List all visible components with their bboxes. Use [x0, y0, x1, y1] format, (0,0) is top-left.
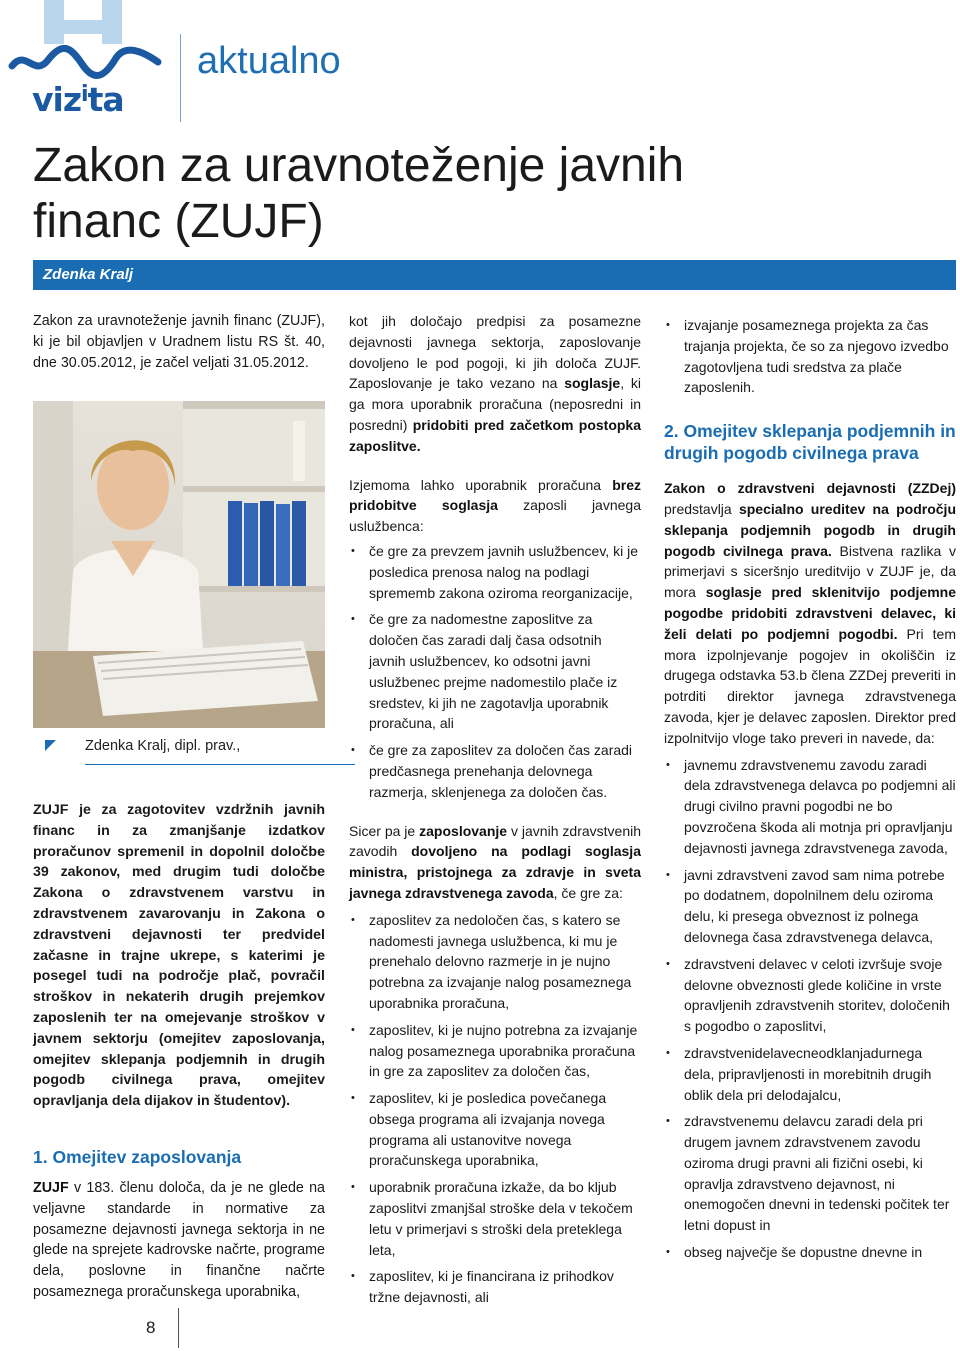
list-item: • zaposlitev, ki je financirana iz prihodkov tržne dejavnosti, ali — [349, 1266, 641, 1308]
list-item: • če gre za zaposlitev za določen čas zaradi predčasnega prenehanja delovnega razmerja, sklenjenega za določen čas. — [349, 740, 641, 802]
section-label: aktualno — [197, 40, 341, 82]
article-title: Zakon za uravnoteženje javnih financ (ZUJF) — [33, 139, 685, 248]
list-item: • izvajanje posameznega projekta za čas trajanja projekta, če so za njegovo izvedbo zagotovljena tudi sredstva za plače zaposlenih. — [664, 315, 956, 398]
col3-paragraph-1: Zakon o zdravstveni dejavnosti (ZZDej) predstavlja specialno ureditev na področju sklepanja podjemnih pogodb in drugih pogodb civilnega prava. Bistvena razlika v primerjavi s siceršnjo ureditvijo v ZUJF je, da mora soglasje pred sklenitvijo podjemne pogodbe pridobiti zdravstveni delavec, ki želi delati po podjemni pogodbi. Pri tem mora izpolnjevanje pogojev in okoliščin iz drugega odstavka 53.b člena ZZDej preveriti in potrditi direktor javnega zdravstvenega zavoda, kjer je delavec zaposlen. Direktor pred izpolnitvijo vloge tako preveri in navede, da: — [664, 480, 957, 746]
lead-paragraph: ZUJF je za zagotovitev vzdržnih javnih financ in za zmanjšanje izdatkov proračunov spremenil in dopolnil določbe 39 zakonov, med drugim tudi določbe Zakona o zdravstvenem varstvu in zdravstvenem zavarovanju in Zakona o zdravstveni dejavnosti ter predvidel začasne in trajne ukrepe, s katerimi je posegel tudi na področje plač, povračil stroškov in nekaterih drugih prejemkov zaposlenih ter na omejevanje stroškov v javnem sektorju (omejitev zaposlovanja, omejitev sklepanja podjemnih in drugih pogodb civilnega prava, omejitev opravljanja dela dijakov in študentov). — [33, 802, 325, 1110]
author-bar — [33, 260, 956, 290]
caption-triangle-icon — [45, 740, 56, 751]
col2-paragraph-3: Sicer pa je zaposlovanje v javnih zdravstvenih zavodih dovoljeno na podlagi soglasja ministra, pristojnega za zdravje in sveta javnega zdravstvenega zavoda, če gre za: — [349, 822, 641, 901]
section2-heading: 2. Omejitev sklepanja podjemnih in drugih pogodb civilnega prava — [664, 421, 956, 464]
list-item: • zdravstvenemu delavcu zaradi dela pri drugem javnem zdravstvenem zavodu oziroma drugi pravni ali fizični osebi, ki opravlja zdravstveno dejavnost, ni onemogočen dnevni in tedenski počitek ter letni dopust in — [664, 1111, 956, 1236]
column-3 — [664, 315, 956, 1263]
list-item: • zdravstvenidelavecneodklanjadurnega dela, pripravljenosti in morebitnih drugih oblik dela pri delodajalcu, — [664, 1043, 956, 1105]
list-item: • zaposlitev, ki je nujno potrebna za izvajanje nalog posameznega uporabnika proračuna in gre za zaposlitev za določen čas, — [349, 1020, 641, 1082]
list-item: • zaposlitev, ki je posledica povečanega obsega programa ali izvajanja novega programa ali ustanovitve novega proračunskega uporabnika, — [349, 1088, 641, 1171]
page-number: 8 — [146, 1318, 156, 1337]
col2-paragraph-2: Izjemoma lahko uporabnik proračuna brez pridobitve soglasja zaposli javnega uslužbenca: — [349, 476, 641, 535]
intro-paragraph: Zakon za uravnoteženje javnih financ (ZUJF), ki je bil objavljen v Uradnem listu RS št. 40, dne 30.05.2012, je začel veljati 31.05.2012. — [33, 313, 325, 371]
author-photo — [33, 401, 325, 728]
list-item: • zaposlitev za nedoločen čas, s katero se nadomesti javnega uslužbenca, ki mu je prenehalo delovno razmerje in je nujno potrebna za izvajanje nalog posameznega uporabnika proračuna, — [349, 910, 641, 1014]
header-divider — [180, 34, 181, 122]
list-item: • javni zdravstveni zavod sam nima potrebe po dodatnem, dopolnilnem delu oziroma delu, ki presega obveznost iz polnega delovnega časa zdravstvenega delavca, — [664, 865, 956, 948]
list-item: • uporabnik proračuna izkaže, da bo kljub zaposlitvi zmanjšal stroške dela v tekočem letu v primerjavi s stroški dela preteklega leta, — [349, 1177, 641, 1260]
list-item: • če gre za prevzem javnih uslužbencev, ki je posledica prenosa nalog na podlagi sprememb zakona oziroma reorganizacije, — [349, 541, 641, 603]
list-item: • obseg največje še dopustne dnevne in — [664, 1242, 956, 1263]
footer-divider — [178, 1308, 179, 1348]
col2-bullet-list-1 — [349, 541, 641, 803]
section1-heading: 1. Omejitev zaposlovanja — [33, 1147, 242, 1167]
list-item: • zdravstveni delavec v celoti izvršuje svoje delovne obveznosti glede količine in vrste opravljenih zdravstvenih storitev, določenih s pogodbo o zaposlitvi, — [664, 954, 956, 1037]
author-name: Zdenka Kralj — [43, 266, 134, 283]
col2-paragraph-1: kot jih določajo predpisi za posamezne dejavnosti javnega sektorja, zaposlovanje dovoljeno le pod pogoji, ki jih določa ZUJF. Zaposlovanje je tako vezano na soglasje, ki ga mora uporabnik proračuna (neposredni in posredni) pridobiti pred začetkom postopka zaposlitve. — [349, 313, 641, 454]
section1-paragraph: ZUJF v 183. členu določa, da je ne glede na veljavne standarde in normative za posamezne dejavnosti javnega sektorja in ne glede na sprejete kadrovske načrte, programe dela, poslovne in finančne načrte posameznega proračunskega uporabnika, — [33, 1180, 325, 1300]
col2-bullet-list-2 — [349, 910, 641, 1308]
col3-bullet-top — [664, 315, 956, 398]
list-item: • javnemu zdravstvenemu zavodu zaradi dela zdravstvenega delavca po podjemni ali drugi civilno pravni pogodbi ne bo povzročena škoda ali motnja pri opravljanju dejavnosti javnega zdravstvenega zavoda, — [664, 755, 956, 859]
logo-wordmark: viz$^i$ta — [32, 80, 124, 119]
list-item: • če gre za nadomestne zaposlitve za določen čas zaradi dalj časa odsotnih javnih uslužbencev, ko odsotni javni uslužbenec prejme nadomestilo plače iz sredstev, ki jih ne zagotavlja uporabnik proračuna, ali — [349, 609, 641, 734]
column-2 — [349, 311, 641, 1308]
col3-bullet-list — [664, 755, 956, 1263]
